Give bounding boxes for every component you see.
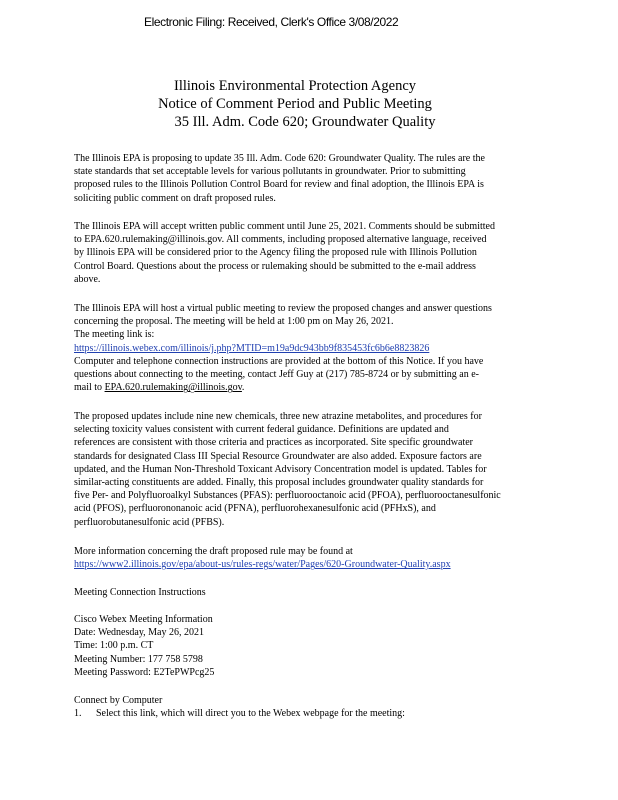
meeting-number: Meeting Number: 177 758 5798 [74, 653, 203, 665]
text-line: perfluorobutanesulfonic acid (PFBS). [74, 516, 225, 528]
meeting-info-title: Cisco Webex Meeting Information [74, 614, 213, 625]
text-line: similar-acting constituents are added. Finally, this proposal includes groundwater quality standards for [74, 477, 484, 489]
text-line: above. [74, 273, 101, 285]
intro-paragraph [74, 152, 594, 205]
efiling-stamp: Electronic Filing: Received, Clerk's Office 3/08/2022 [144, 15, 399, 29]
text-line: soliciting public comment on draft proposed rules. [74, 192, 276, 204]
meeting-password: Meeting Password: E2TePWPcg25 [74, 666, 215, 678]
section-heading [74, 586, 594, 599]
text-line: Control Board. Questions about the process or rulemaking should be submitted to the e-mail address [74, 260, 476, 272]
connect-heading: Connect by Computer [74, 695, 163, 706]
more-info-paragraph [74, 545, 594, 571]
text-line: to EPA.620.rulemaking@illinois.gov. All comments, including proposed alternative language, received [74, 234, 487, 246]
text-line: The Illinois EPA will accept written public comment until June 25, 2021. Comments should be submitted [74, 221, 495, 232]
text-line: The meeting link is: [74, 329, 155, 341]
meeting-date: Date: Wednesday, May 26, 2021 [74, 627, 204, 639]
meeting-link[interactable]: https://illinois.webex.com/illinois/j.php?MTID=m19a9dc943bb9f835453fc6b6e8823826 [74, 342, 430, 354]
text-line: state standards that set acceptable levels for various pollutants in groundwater. Prior to submitting [74, 166, 466, 178]
text-line: standards for designated Class III Special Resource Groundwater are also added. Exposure factors are [74, 450, 482, 462]
text-line: The Illinois EPA is proposing to update 35 Ill. Adm. Code 620: Groundwater Quality. The rules are the [74, 153, 485, 164]
text-line: The proposed updates include nine new chemicals, three new atrazine metabolites, and procedures for [74, 411, 482, 422]
meeting-info-block [74, 613, 594, 679]
agency-title: Illinois Environmental Protection Agency [173, 78, 417, 94]
connect-step [74, 707, 594, 720]
meeting-instructions-heading: Meeting Connection Instructions [74, 587, 206, 598]
code-title: 35 Ill. Adm. Code 620; Groundwater Quality [174, 114, 436, 130]
text-fragment: . [241, 382, 245, 394]
text-line: five Per- and Polyfluoroalkyl Substances (PFAS): perfluorooctanoic acid (PFOA), perfluorooctanesulfonic [74, 490, 501, 502]
text-line: The Illinois EPA will host a virtual public meeting to review the proposed changes and answer questions [74, 303, 492, 314]
comment-paragraph [74, 220, 594, 286]
updates-paragraph [74, 410, 594, 529]
text-line: concerning the proposal. The meeting will be held at 1:00 pm on May 26, 2021. [74, 316, 394, 328]
text-line [74, 381, 594, 394]
text-line: More information concerning the draft proposed rule may be found at [74, 546, 353, 557]
text-line: acid (PFOS), perfluorononanoic acid (PFNA), perfluorohexanesulfonic acid (PFHxS), and [74, 503, 436, 515]
text-line: by Illinois EPA will be considered prior to the Agency filing the proposed rule with Illinois Pollution [74, 247, 477, 259]
step-number: 1. [74, 708, 82, 720]
contact-email-link[interactable]: EPA.620.rulemaking@illinois.gov [104, 382, 242, 394]
notice-title: Notice of Comment Period and Public Meeting [158, 96, 432, 112]
connect-block [74, 694, 594, 720]
text-line: references are consistent with those criteria and practices as incorporated. Site specific groundwater [74, 437, 473, 449]
meeting-paragraph [74, 302, 594, 394]
rule-info-link[interactable]: https://www2.illinois.gov/epa/about-us/rules-regs/water/Pages/620-Groundwater-Quality.aspx [74, 559, 451, 571]
text-line: updated, and the Human Non-Threshold Toxicant Advisory Concentration model is updated. Tables for [74, 463, 487, 475]
text-line: Computer and telephone connection instructions are provided at the bottom of this Notice. If you have [74, 355, 484, 367]
step-text: Select this link, which will direct you to the Webex webpage for the meeting: [96, 708, 405, 720]
text-line: proposed rules to the Illinois Pollution Control Board for review and final adoption, the Illinois EPA is [74, 179, 484, 191]
text-fragment: mail to [74, 382, 105, 394]
text-line: selecting toxicity values consistent with current federal guidance. Definitions are updated and [74, 424, 449, 436]
meeting-time: Time: 1:00 p.m. CT [74, 640, 154, 652]
text-line: questions about connecting to the meeting, contact Jeff Guy at (217) 785-8724 or by submitting an e- [74, 369, 480, 381]
